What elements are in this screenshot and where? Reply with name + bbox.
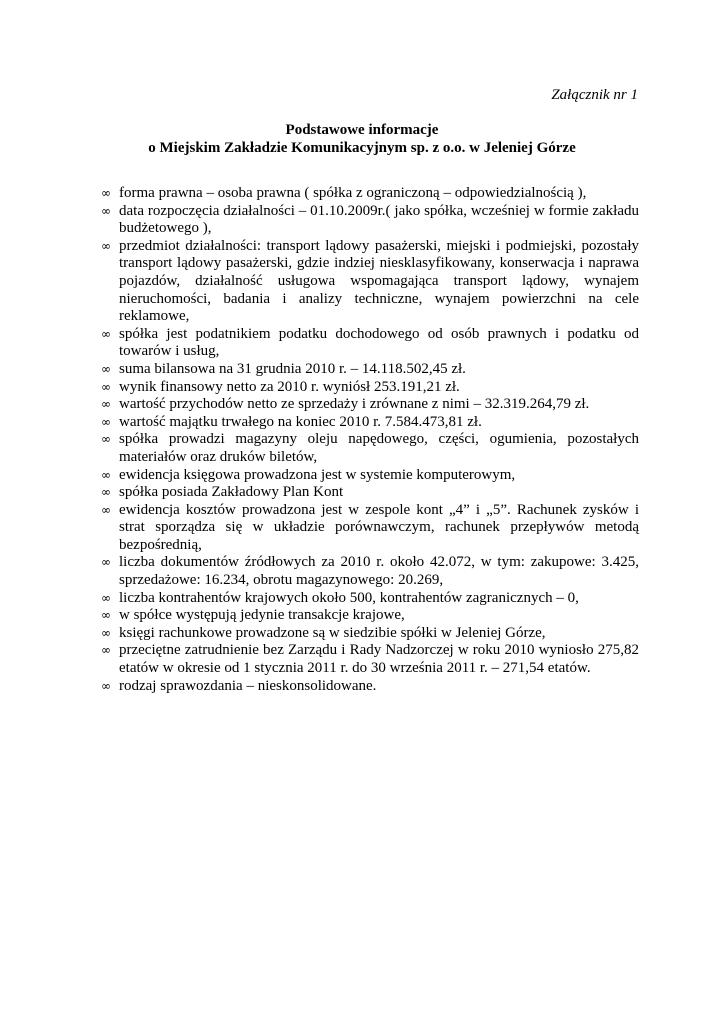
list-item-text: wartość majątku trwałego na koniec 2010 r. 7.584.473,81 zł. [119, 413, 482, 430]
infinity-bullet-icon: ∞ [101, 432, 111, 447]
list-item-text: suma bilansowa na 31 grudnia 2010 r. – 14.118.502,45 zł. [119, 360, 466, 377]
infinity-bullet-icon: ∞ [101, 186, 111, 200]
list-item-text: ewidencja kosztów prowadzona jest w zespole kont „4” i „5”. Rachunek zysków i strat sporządza się w układzie porównawczym, rachunek przepływów metodą bezpośrednią, [119, 501, 639, 553]
infinity-bullet-icon: ∞ [101, 379, 111, 394]
list-item-text: ewidencja księgowa prowadzona jest w systemie komputerowym, [119, 466, 516, 483]
infinity-bullet-icon: ∞ [101, 678, 111, 693]
list-item [101, 607, 639, 625]
infinity-bullet-icon: ∞ [101, 502, 111, 517]
infinity-bullet-icon: ∞ [101, 625, 111, 640]
infinity-bullet-icon: ∞ [101, 467, 111, 482]
list-item [101, 431, 639, 466]
list-item [101, 625, 639, 643]
infinity-bullet-icon: ∞ [101, 555, 111, 570]
list-item [101, 396, 639, 414]
list-item [101, 467, 639, 485]
infinity-bullet-icon: ∞ [101, 608, 111, 623]
list-item-text: liczba kontrahentów krajowych około 500, kontrahentów zagranicznych – 0, [119, 589, 579, 606]
list-item-text: spółka posiada Zakładowy Plan Kont [119, 484, 344, 501]
list-item-text: rodzaj sprawozdania – nieskonsolidowane. [119, 677, 377, 694]
infinity-bullet-icon: ∞ [101, 361, 111, 376]
list-item-text: przedmiot działalności: transport lądowy pasażerski, miejski i podmiejski, pozostały transport lądowy pasażerski, gdzie indziej niesklasyfikowany, konserwacja i naprawa pojazdów, działalność usługowa wspomagająca transport lądowy, wynajem nieruchomości, badania i analizy techniczne, wynajem powierzchni na cele reklamowe, [119, 237, 639, 325]
list-item-text: przeciętne zatrudnienie bez Zarządu i Rady Nadzorczej w roku 2010 wyniosło 275,82 etatów w okresie od 1 stycznia 2011 r. do 30 września 2011 r. – 271,54 etatów. [119, 642, 639, 677]
list-item [101, 414, 639, 432]
infinity-bullet-icon: ∞ [101, 485, 111, 500]
title-line-2: o Miejskim Zakładzie Komunikacyjnym sp. z o.o. w Jeleniej Górze [148, 140, 576, 156]
list-item-text: liczba dokumentów źródłowych za 2010 r. około 42.072, w tym: zakupowe: 3.425, sprzedażowe: 16.234, obrotu magazynowego: 20.269, [119, 554, 639, 589]
list-item-text: spółka jest podatnikiem podatku dochodowego od osób prawnych i podatku od towarów i usług, [119, 325, 639, 360]
list-item-text: księgi rachunkowe prowadzone są w siedzibie spółki w Jeleniej Górze, [119, 624, 546, 641]
list-item-text: w spółce występują jedynie transakcje krajowe, [119, 607, 405, 624]
infinity-bullet-icon: ∞ [101, 397, 111, 412]
list-item [101, 185, 639, 203]
list-item [101, 238, 639, 326]
list-item-text: spółka prowadzi magazyny oleju napędowego, części, ogumienia, pozostałych materiałów oraz druków biletów, [119, 431, 639, 465]
list-item [101, 642, 639, 677]
list-item [101, 502, 639, 555]
list-item [101, 484, 639, 502]
infinity-bullet-icon: ∞ [101, 238, 111, 253]
infinity-bullet-icon: ∞ [101, 414, 111, 429]
list-item [101, 590, 639, 608]
infinity-bullet-icon: ∞ [101, 643, 111, 658]
list-item [101, 326, 639, 361]
document-title [0, 121, 724, 157]
list-item [101, 554, 639, 589]
list-item-text: forma prawna – osoba prawna ( spółka z ograniczoną – odpowiedzialnością ), [119, 185, 587, 201]
info-list [101, 185, 639, 695]
list-item-text: wartość przychodów netto ze sprzedaży i zrównane z nimi – 32.319.264,79 zł. [119, 396, 590, 413]
list-item [101, 203, 639, 238]
infinity-bullet-icon: ∞ [101, 326, 111, 341]
infinity-bullet-icon: ∞ [101, 590, 111, 605]
annex-label: Załącznik nr 1 [551, 87, 638, 103]
list-item [101, 678, 639, 696]
list-item [101, 379, 639, 397]
title-line-1: Podstawowe informacje [285, 122, 439, 138]
list-item-text: data rozpoczęcia działalności – 01.10.2009r.( jako spółka, wcześniej w formie zakładu budżetowego ), [119, 202, 639, 237]
list-item-text: wynik finansowy netto za 2010 r. wyniósł 253.191,21 zł. [119, 378, 460, 395]
infinity-bullet-icon: ∞ [101, 203, 111, 218]
list-item [101, 361, 639, 379]
